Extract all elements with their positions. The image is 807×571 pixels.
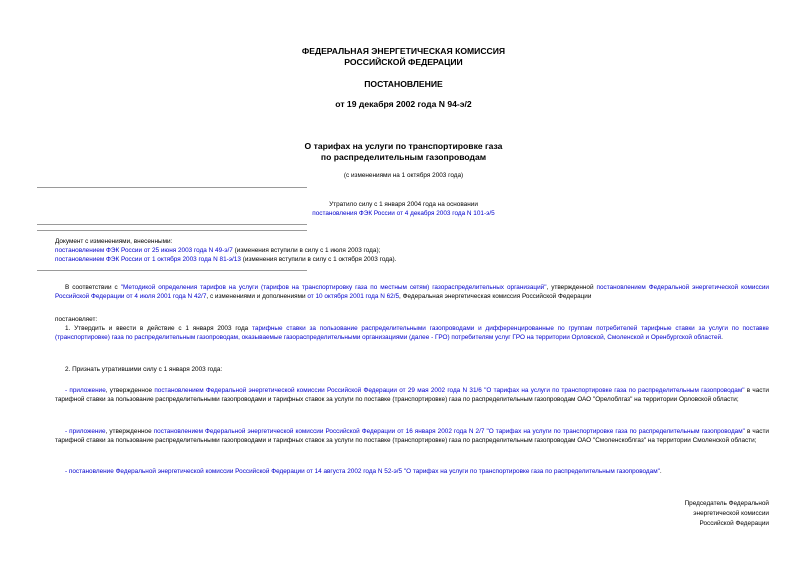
item-1-paragraph xyxy=(55,325,769,342)
changes-item-link[interactable]: постановлением ФЭК России от 25 июня 2003 года N 49-э/7 xyxy=(55,247,233,254)
divider xyxy=(37,224,307,225)
repeal-text: , утвержденное xyxy=(105,428,154,435)
repeal-item-2 xyxy=(55,428,769,445)
repeal-text: . xyxy=(659,468,662,475)
changes-item xyxy=(55,256,396,265)
changes-item xyxy=(55,247,380,256)
signature-line3: Российской Федерации xyxy=(699,520,769,527)
document-type: ПОСТАНОВЛЕНИЕ xyxy=(364,79,443,89)
repeal-item-1 xyxy=(55,387,769,404)
repeal-text: , утвержденное xyxy=(105,387,155,394)
document-date: от 19 декабря 2002 года N 94-э/2 xyxy=(335,99,472,109)
commission-name-line1: ФЕДЕРАЛЬНАЯ ЭНЕРГЕТИЧЕСКАЯ КОМИССИЯ xyxy=(301,46,506,56)
repeal-item-3 xyxy=(55,468,769,477)
methodology-link[interactable]: "Методикой определения тарифов на услуги (тарифов на транспортировку газа по местным сетям) газораспределительных организаций" xyxy=(120,284,547,291)
divider xyxy=(37,187,307,188)
item-2-paragraph: 2. Признать утратившими силу с 1 января 2003 года: xyxy=(65,366,223,373)
changes-item-link[interactable]: постановлением ФЭК России от 1 октября 2003 года N 81-э/13 xyxy=(55,256,241,263)
preamble-text: , с изменениями и дополнениями xyxy=(206,292,308,300)
decree-62-5-link[interactable]: от 10 октября 2001 года N 62/5 xyxy=(307,292,400,300)
signature-line2: энергетической комиссии xyxy=(693,510,769,517)
preamble-text: , Федеральная энергетическая комиссия Российской Федерации xyxy=(399,292,592,300)
document-title-line2: по распределительным газопроводам xyxy=(320,152,487,162)
document-title-line1: О тарифах на услуги по транспортировке газа xyxy=(304,141,503,151)
appendix-link[interactable]: - приложение xyxy=(65,387,106,394)
item-1-text: . xyxy=(721,333,723,341)
item-1-text: 1. Утвердить и ввести в действие с 1 января 2003 года xyxy=(65,325,253,332)
commission-name-line2: РОССИЙСКОЙ ФЕДЕРАЦИИ xyxy=(344,57,463,67)
validity-link[interactable]: постановления ФЭК России от 4 декабря 2003 года N 101-э/5 xyxy=(312,210,495,217)
decree-52-5-link[interactable]: - постановление Федеральной энергетической комиссии Российской Федерации от 14 августа 2002 года N 52-э/5 "О тарифах на услуги по транспортировке газа по распределительным газопроводам" xyxy=(65,468,660,475)
decree-word: постановляет: xyxy=(55,316,98,323)
repeal-text: в части тарифной ставки за пользование распределительными газопроводами и тарифных ставок за услуги по поставке (транспортировке) газа по распределительным газопроводам ОАО "Орелоблгаз" на территории Орловской области; xyxy=(55,387,770,403)
tariff-rates-link[interactable]: тарифные ставки за пользование распределительными газопроводами и дифференцированные по группам потребителей тарифные ставки за услуги по поставке (транспортировке) газа по распределительным газопроводам, оказываемые газораспределительными организациями (далее - ГРО) потребителям услуг ГРО на территории Орловской, Смоленской и Оренбургской областей xyxy=(55,325,769,341)
preamble-text: , утвержденной xyxy=(546,284,597,291)
amendments-note: (с изменениями на 1 октября 2003 года) xyxy=(343,172,464,179)
appendix-link[interactable]: - приложение xyxy=(65,428,106,435)
decree-31-6-link[interactable]: постановлением Федеральной энергетической комиссии Российской Федерации от 29 мая 2002 года N 31/6 "О тарифах на услуги по транспортировке газа по распределительным газопроводам" xyxy=(154,387,745,394)
divider xyxy=(37,270,307,271)
decree-42-7-link[interactable]: постановлением Федеральной энергетической комиссии Российской Федерации от 4 июля 2001 года N 42/7 xyxy=(55,284,770,300)
changes-intro: Документ с изменениями, внесенными: xyxy=(55,238,173,245)
changes-item-text: (изменения вступили в силу с 1 июля 2003 года); xyxy=(232,247,381,254)
divider xyxy=(37,230,307,231)
changes-item-text: (изменения вступили в силу с 1 октября 2003 года). xyxy=(240,256,397,263)
preamble-text: В соответствии с xyxy=(65,284,121,291)
validity-text: Утратило силу с 1 января 2004 года на основании xyxy=(329,201,478,208)
repeal-text: в части тарифной ставки за пользование распределительными газопроводами и тарифных ставок за услуги по поставке (транспортировке) газа по распределительным газопроводам ОАО "Смоленскоблгаз" на территории Смоленской области; xyxy=(55,428,769,444)
decree-2-7-link[interactable]: постановлением Федеральной энергетической комиссии Российской Федерации от 16 января 2002 года N 2/7 "О тарифах на услуги по транспортировке газа по распределительным газопроводам" xyxy=(153,428,745,435)
signature-line1: Председатель Федеральной xyxy=(684,500,769,507)
preamble-paragraph xyxy=(55,284,769,301)
